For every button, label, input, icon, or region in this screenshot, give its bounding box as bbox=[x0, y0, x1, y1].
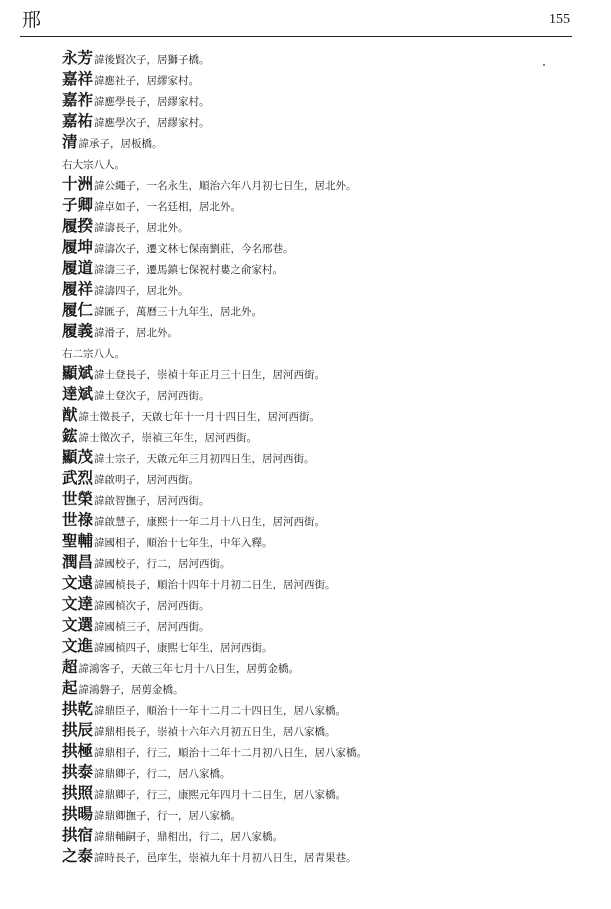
entry-note: 諱啟明子，居河西街。 bbox=[94, 474, 200, 486]
genealogy-entry bbox=[62, 719, 582, 740]
entry-note: 諱應學長子，居繆家村。 bbox=[94, 96, 210, 108]
entry-note: 諱鼎相子，行三，順治十二年十二月初八日生，居八家橋。 bbox=[94, 747, 368, 759]
entry-name: 履義 bbox=[62, 321, 94, 340]
summary-text: 右大宗八人。 bbox=[62, 159, 125, 171]
entry-note: 諱鼎卿撫子，行一，居八家橋。 bbox=[94, 810, 242, 822]
entry-name: 文進 bbox=[62, 636, 94, 655]
entry-note: 諱國楨長子，順治十四年十月初二日生，居河西街。 bbox=[94, 579, 336, 591]
entry-note: 諱後賢次子，居獅子橋。 bbox=[94, 54, 210, 66]
genealogy-entry bbox=[62, 47, 582, 68]
entry-name: 起 bbox=[62, 678, 78, 697]
genealogy-entry bbox=[62, 740, 582, 761]
entry-name: 履揆 bbox=[62, 216, 94, 235]
entry-note: 諱鴻客子，天啟三年七月十八日生，居剪金橋。 bbox=[78, 663, 300, 675]
genealogy-entry bbox=[62, 467, 582, 488]
genealogy-entry bbox=[62, 488, 582, 509]
entry-name: 拱泰 bbox=[62, 762, 94, 781]
entry-name: 拱極 bbox=[62, 741, 94, 760]
summary-text: 右二宗八人。 bbox=[62, 348, 125, 360]
entry-name: 履道 bbox=[62, 258, 94, 277]
entry-name: 嘉祚 bbox=[62, 90, 94, 109]
page-number: 155 bbox=[549, 12, 570, 27]
entry-name: 拱宿 bbox=[62, 825, 94, 844]
genealogy-entry bbox=[62, 362, 582, 383]
entry-note: 諱承子，居板橋。 bbox=[78, 138, 163, 150]
genealogy-entry bbox=[62, 593, 582, 614]
genealogy-entry bbox=[62, 698, 582, 719]
entry-note: 諱士徵次子，崇禎三年生，居河西街。 bbox=[78, 432, 258, 444]
entry-name: 顯茂 bbox=[62, 447, 94, 466]
genealogy-entry bbox=[62, 236, 582, 257]
entry-note: 諱士宗子，天啟元年三月初四日生，居河西街。 bbox=[94, 453, 315, 465]
entry-note: 諱鼎卿子，行二，居八家橋。 bbox=[94, 768, 231, 780]
entry-name: 履仁 bbox=[62, 300, 94, 319]
genealogy-entry bbox=[62, 278, 582, 299]
entry-name: 超 bbox=[62, 657, 78, 676]
entry-note: 諱士登次子，居河西街。 bbox=[94, 390, 210, 402]
entry-note: 諱應社子，居繆家村。 bbox=[94, 75, 200, 87]
entry-name: 拱辰 bbox=[62, 720, 94, 739]
entry-note: 諱應學次子，居繆家村。 bbox=[94, 117, 210, 129]
entry-name: 世榮 bbox=[62, 489, 94, 508]
entry-note: 諱啟智撫子，居河西街。 bbox=[94, 495, 210, 507]
header-rule bbox=[20, 36, 572, 37]
genealogy-entry bbox=[62, 131, 582, 152]
entry-name: 履祥 bbox=[62, 279, 94, 298]
entry-note: 諱鼎臣子，順治十一年十二月二十四日生，居八家橋。 bbox=[94, 705, 347, 717]
entry-name: 猷 bbox=[62, 405, 78, 424]
entry-note: 諱匯子，萬曆三十九年生，居北外。 bbox=[94, 306, 263, 318]
entry-note: 諱濤次子，遷文林七保南劉莊，今名邢巷。 bbox=[94, 243, 294, 255]
entry-name: 文遠 bbox=[62, 573, 94, 592]
entry-name: 鋐 bbox=[62, 426, 78, 445]
genealogy-entry bbox=[62, 509, 582, 530]
entry-note: 諱濤長子，居北外。 bbox=[94, 222, 189, 234]
entry-note: 諱時長子，邑庠生，崇禎九年十月初八日生，居青果巷。 bbox=[94, 852, 357, 864]
genealogy-entry-list bbox=[62, 47, 582, 866]
entry-name: 聖輔 bbox=[62, 531, 94, 550]
entry-name: 顯斌 bbox=[62, 363, 94, 382]
entry-name: 文選 bbox=[62, 615, 94, 634]
genealogy-entry bbox=[62, 173, 582, 194]
entry-name: 履坤 bbox=[62, 237, 94, 256]
genealogy-entry bbox=[62, 635, 582, 656]
genealogy-entry bbox=[62, 761, 582, 782]
entry-name: 潤昌 bbox=[62, 552, 94, 571]
page-header bbox=[20, 9, 572, 37]
genealogy-entry bbox=[62, 677, 582, 698]
entry-name: 達斌 bbox=[62, 384, 94, 403]
entry-name: 拱照 bbox=[62, 783, 94, 802]
genealogy-entry bbox=[62, 320, 582, 341]
genealogy-entry bbox=[62, 845, 582, 866]
entry-note: 諱濤三子，遷馬鎮七保祝村婁之俞家村。 bbox=[94, 264, 284, 276]
genealogy-entry bbox=[62, 110, 582, 131]
genealogy-entry bbox=[62, 299, 582, 320]
genealogy-entry bbox=[62, 656, 582, 677]
genealogy-entry bbox=[62, 530, 582, 551]
page-title: 邢 bbox=[22, 9, 42, 31]
entry-note: 諱國校子，行二，居河西街。 bbox=[94, 558, 231, 570]
genealogy-entry bbox=[62, 446, 582, 467]
genealogy-entry bbox=[62, 782, 582, 803]
branch-summary bbox=[62, 152, 582, 173]
entry-note: 諱鼎相長子，崇禎十六年六月初五日生，居八家橋。 bbox=[94, 726, 336, 738]
entry-note: 諱國楨次子，居河西街。 bbox=[94, 600, 210, 612]
entry-name: 清 bbox=[62, 132, 78, 151]
genealogy-entry bbox=[62, 404, 582, 425]
genealogy-entry bbox=[62, 803, 582, 824]
genealogy-entry bbox=[62, 194, 582, 215]
entry-name: 嘉祥 bbox=[62, 69, 94, 88]
entry-name: 文達 bbox=[62, 594, 94, 613]
entry-note: 諱士登長子，崇禎十年正月三十日生，居河西街。 bbox=[94, 369, 326, 381]
genealogy-entry bbox=[62, 824, 582, 845]
genealogy-entry bbox=[62, 383, 582, 404]
entry-note: 諱公繩子，一名永生，順治六年八月初七日生，居北外。 bbox=[94, 180, 357, 192]
genealogy-entry bbox=[62, 68, 582, 89]
entry-note: 諱濤四子，居北外。 bbox=[94, 285, 189, 297]
genealogy-entry bbox=[62, 215, 582, 236]
genealogy-entry bbox=[62, 425, 582, 446]
entry-name: 子卿 bbox=[62, 195, 94, 214]
entry-name: 世祿 bbox=[62, 510, 94, 529]
genealogy-entry bbox=[62, 257, 582, 278]
genealogy-entry bbox=[62, 551, 582, 572]
entry-name: 拱乾 bbox=[62, 699, 94, 718]
entry-name: 之泰 bbox=[62, 846, 94, 865]
entry-note: 諱鼎卿子，行三，康熙元年四月十二日生，居八家橋。 bbox=[94, 789, 347, 801]
entry-note: 諱國楨四子，康熙七年生，居河西街。 bbox=[94, 642, 273, 654]
genealogy-entry bbox=[62, 614, 582, 635]
entry-name: 十洲 bbox=[62, 174, 94, 193]
entry-name: 永芳 bbox=[62, 48, 94, 67]
branch-summary bbox=[62, 341, 582, 362]
entry-note: 諱卓如子，一名廷相，居北外。 bbox=[94, 201, 242, 213]
entry-note: 諱士徵長子，天啟七年十一月十四日生，居河西街。 bbox=[78, 411, 321, 423]
entry-note: 諱國相子，順治十七年生，中年入釋。 bbox=[94, 537, 273, 549]
entry-note: 諱滑子，居北外。 bbox=[94, 327, 179, 339]
entry-note: 諱鴻磐子，居剪金橋。 bbox=[78, 684, 184, 696]
entry-name: 嘉祐 bbox=[62, 111, 94, 130]
genealogy-entry bbox=[62, 89, 582, 110]
entry-note: 諱啟慧子，康熙十一年二月十八日生，居河西街。 bbox=[94, 516, 326, 528]
genealogy-entry bbox=[62, 572, 582, 593]
entry-note: 諱鼎輔嗣子，鼎相出，行二，居八家橋。 bbox=[94, 831, 284, 843]
entry-name: 拱暘 bbox=[62, 804, 94, 823]
entry-note: 諱國楨三子，居河西街。 bbox=[94, 621, 210, 633]
entry-name: 武烈 bbox=[62, 468, 94, 487]
